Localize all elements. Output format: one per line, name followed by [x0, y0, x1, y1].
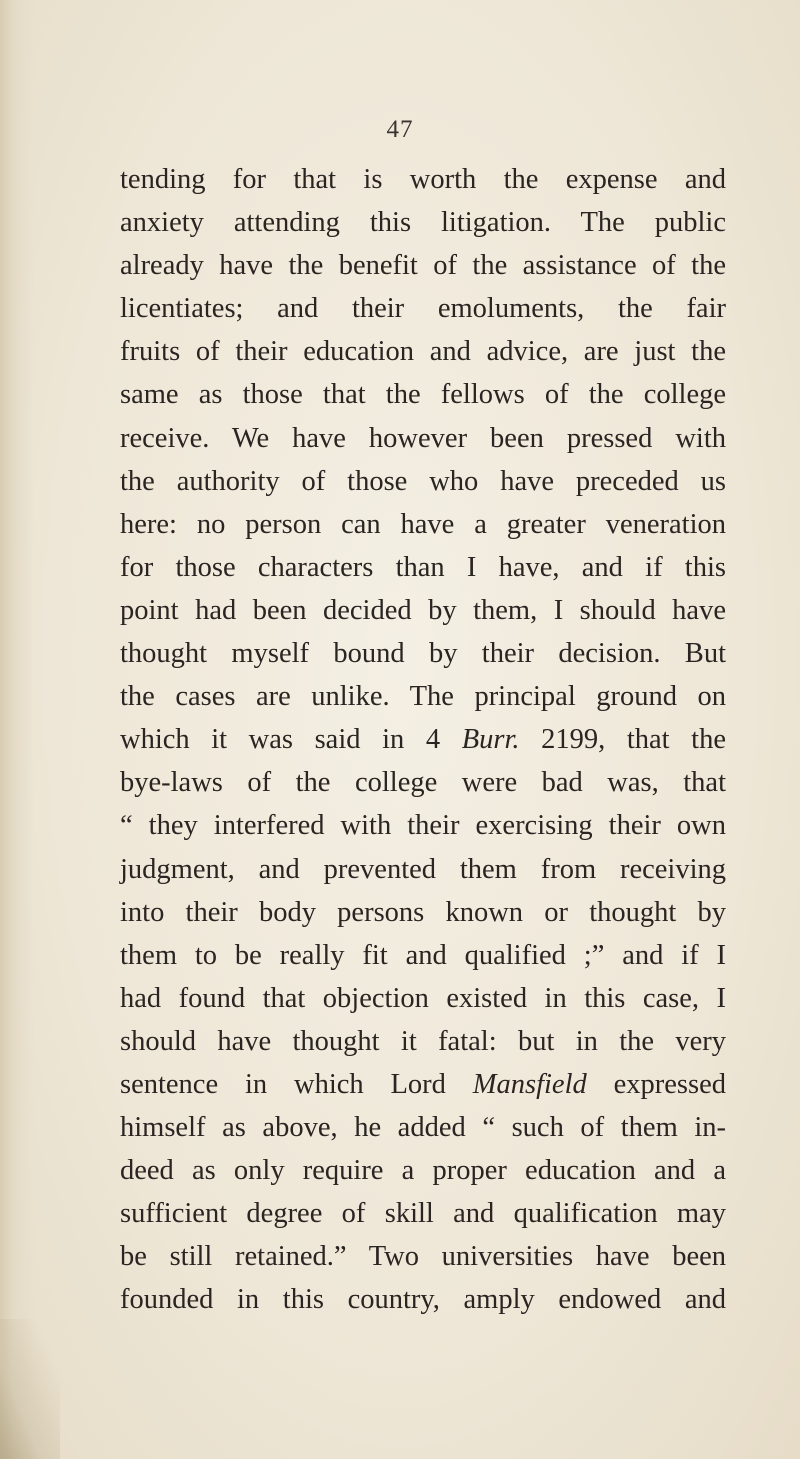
text-line: point had been decided by them, I should have	[120, 594, 726, 626]
text-line: founded in this country, amply endowed and	[120, 1284, 726, 1316]
text-line	[120, 718, 726, 761]
text-line: judgment, and prevented them from receiving	[120, 853, 726, 885]
text-line: himself as above, he added “ such of them in-	[120, 1112, 726, 1144]
text-line: same as those that the fellows of the college	[120, 379, 726, 411]
text-line: the cases are unlike. The principal ground on	[120, 681, 726, 713]
text-line: “ they interfered with their exercising their own	[120, 810, 726, 842]
text-line: for those characters than I have, and if this	[120, 551, 726, 583]
text-line: anxiety attending this litigation. The public	[120, 207, 726, 239]
italic-text-segment: Burr.	[461, 724, 520, 756]
text-line: bye-laws of the college were bad was, that	[120, 767, 726, 799]
text-segment: 2199, that the	[519, 724, 726, 756]
page-number: 47	[386, 116, 414, 143]
text-line: into their body persons known or thought by	[120, 896, 726, 928]
text-line: the authority of those who have preceded us	[120, 465, 726, 497]
text-line: sufficient degree of skill and qualification may	[120, 1198, 726, 1230]
text-line: thought myself bound by their decision. But	[120, 638, 726, 670]
text-line: already have the benefit of the assistance of the	[120, 250, 726, 282]
page-corner-shadow	[0, 1319, 60, 1459]
text-line: fruits of their education and advice, are just the	[120, 336, 726, 368]
text-line: here: no person can have a greater veneration	[120, 508, 726, 540]
text-line: deed as only require a proper education and a	[120, 1155, 726, 1187]
text-line: tending for that is worth the expense and	[120, 164, 726, 195]
text-segment: sentence in which Lord	[120, 1068, 473, 1100]
text-line: receive. We have however been pressed with	[120, 422, 726, 454]
text-line: had found that objection existed in this case, I	[120, 982, 726, 1014]
text-line: licentiates; and their emoluments, the fair	[120, 293, 726, 325]
text-segment: expressed	[586, 1068, 726, 1100]
italic-text-segment: Mansfield	[472, 1068, 587, 1100]
text-line: should have thought it fatal: but in the very	[120, 1025, 726, 1057]
body-text	[120, 158, 726, 1322]
text-line: them to be really fit and qualified ;” and if I	[120, 939, 726, 971]
text-line	[120, 1063, 726, 1106]
text-segment: which it was said in 4	[120, 724, 462, 756]
text-line: be still retained.” Two universities have been	[120, 1241, 726, 1273]
page-gutter-shadow	[0, 0, 34, 1459]
